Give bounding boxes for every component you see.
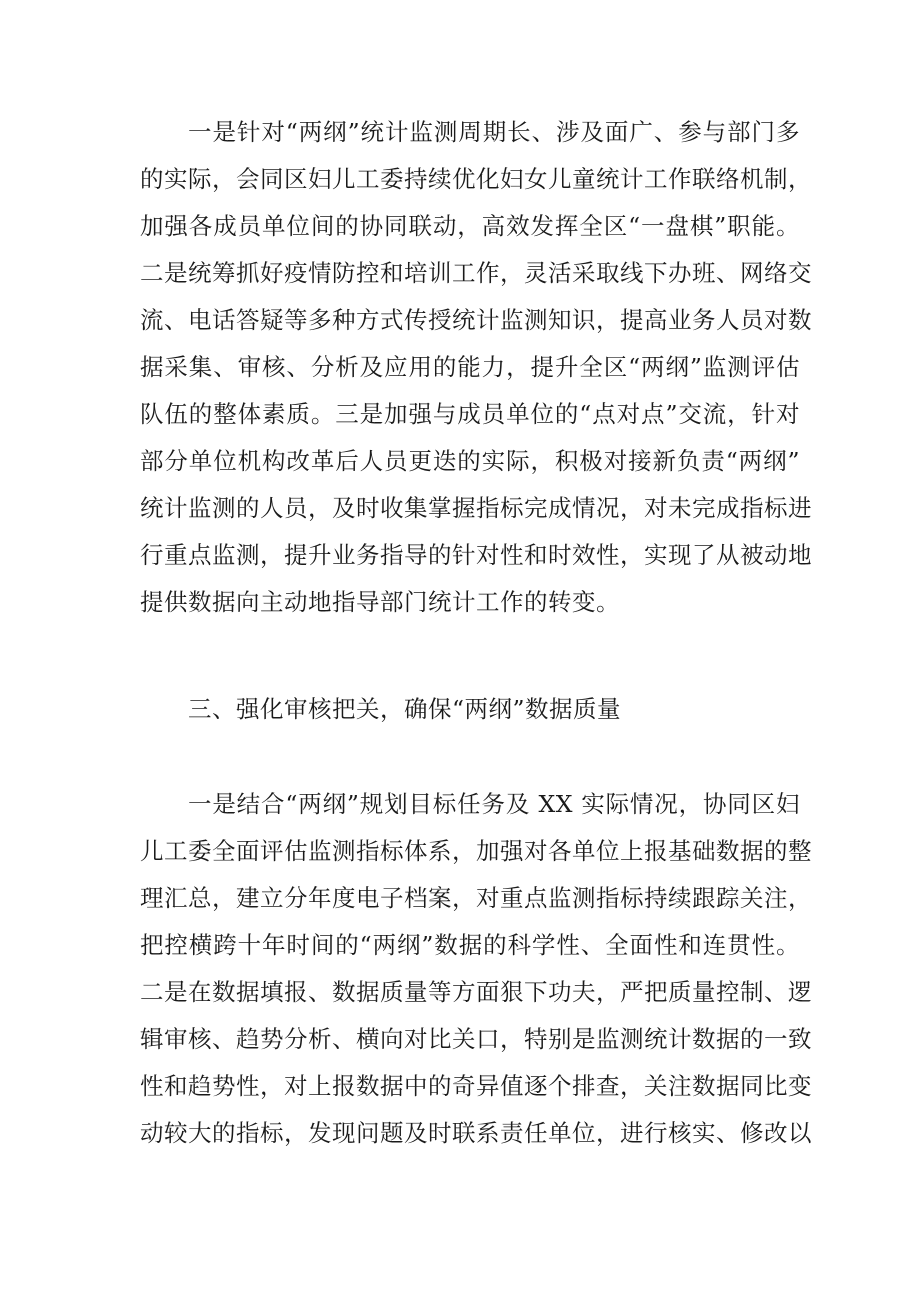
text-line: 流、电话答疑等多种方式传授统计监测知识，提高业务人员对数 <box>140 306 812 334</box>
section-heading: 三、强化审核把关，确保“两纲”数据质量 <box>188 695 622 723</box>
text-line: 辑审核、趋势分析、横向对比关口，特别是监测统计数据的一致 <box>140 1025 812 1053</box>
text-line: 队伍的整体素质。三是加强与成员单位的“点对点”交流，针对 <box>140 400 800 428</box>
text-line: 动较大的指标，发现问题及时联系责任单位，进行核实、修改以 <box>140 1119 812 1147</box>
text-line: 二是统筹抓好疫情防控和培训工作，灵活采取线下办班、网络交 <box>140 259 812 287</box>
text-line: 的实际，会同区妇儿工委持续优化妇女儿童统计工作联络机制， <box>140 165 812 193</box>
text-line: 行重点监测，提升业务指导的针对性和时效性，实现了从被动地 <box>140 541 812 569</box>
text-line: 一是结合“两纲”规划目标任务及 XX 实际情况，协同区妇 <box>188 790 800 818</box>
text-line: 提供数据向主动地指导部门统计工作的转变。 <box>140 588 620 616</box>
text-line: 一是针对“两纲”统计监测周期长、涉及面广、参与部门多 <box>188 118 800 146</box>
text-line: 加强各成员单位间的协同联动，高效发挥全区“一盘棋”职能。 <box>140 212 800 240</box>
text-line: 统计监测的人员，及时收集掌握指标完成情况，对未完成指标进 <box>140 494 812 522</box>
text-line: 据采集、审核、分析及应用的能力，提升全区“两纲”监测评估 <box>140 353 800 381</box>
text-line: 儿工委全面评估监测指标体系，加强对各单位上报基础数据的整 <box>140 837 812 865</box>
text-line: 把控横跨十年时间的“两纲”数据的科学性、全面性和连贯性。 <box>140 931 800 959</box>
text-line: 部分单位机构改革后人员更迭的实际，积极对接新负责“两纲” <box>140 447 800 475</box>
text-line: 二是在数据填报、数据质量等方面狠下功夫，严把质量控制、逻 <box>140 978 812 1006</box>
text-line: 理汇总，建立分年度电子档案，对重点监测指标持续跟踪关注， <box>140 884 812 912</box>
text-line: 性和趋势性，对上报数据中的奇异值逐个排查，关注数据同比变 <box>140 1072 812 1100</box>
